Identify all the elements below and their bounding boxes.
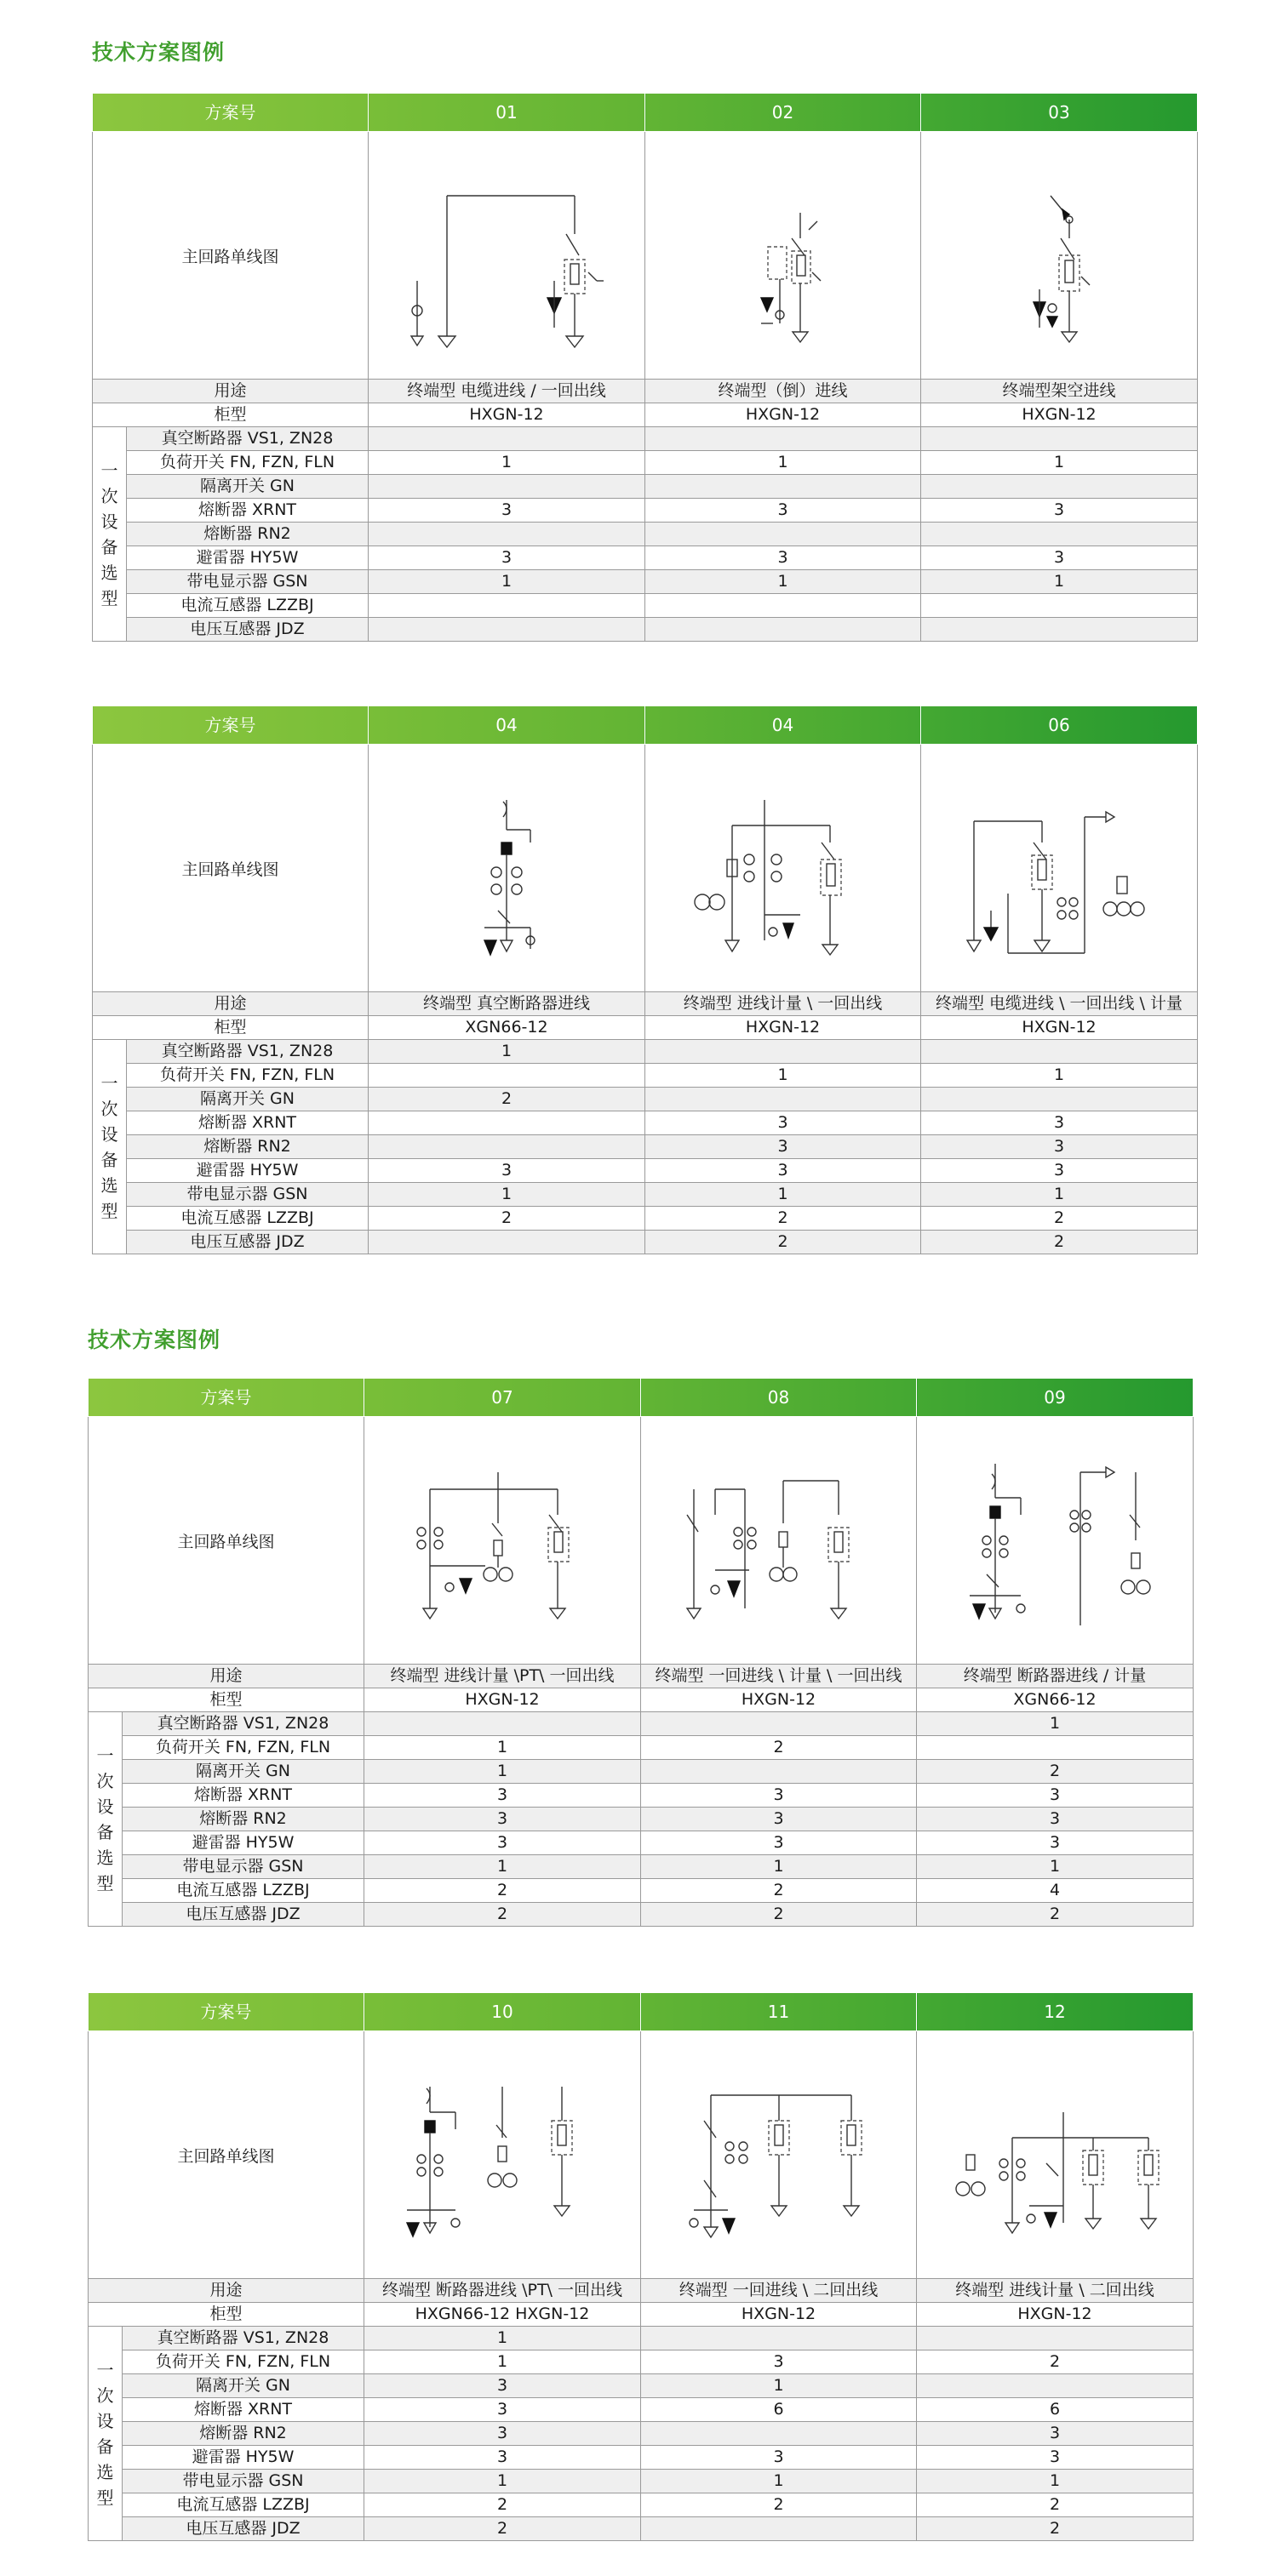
component-name: 负荷开关 FN, FZN, FLN bbox=[123, 1736, 364, 1760]
value-cell bbox=[369, 427, 645, 451]
diagram-row-label: 主回路单线图 bbox=[93, 745, 369, 992]
cabinet-cell: HXGN-12 bbox=[369, 403, 645, 427]
value-cell: 3 bbox=[364, 1784, 641, 1808]
single-line-diagram bbox=[641, 2031, 917, 2279]
cabinet-row-label: 柜型 bbox=[89, 2303, 364, 2327]
value-cell: 2 bbox=[364, 1879, 641, 1903]
side-label: 一 次 设 备 选 型 bbox=[89, 1712, 123, 1927]
scheme-no: 01 bbox=[369, 94, 645, 132]
single-line-diagram bbox=[917, 1417, 1194, 1665]
sld-metering-one-out-icon bbox=[664, 766, 902, 970]
value-cell: 3 bbox=[645, 1135, 921, 1159]
value-cell: 3 bbox=[364, 2398, 641, 2422]
value-cell: 2 bbox=[641, 1903, 917, 1927]
value-cell: 3 bbox=[921, 1111, 1198, 1135]
value-cell bbox=[921, 594, 1198, 618]
value-cell bbox=[921, 475, 1198, 499]
value-cell: 3 bbox=[645, 1111, 921, 1135]
sld-vcb-in-icon bbox=[396, 766, 617, 970]
sld-meter-two-out-icon bbox=[936, 2053, 1174, 2257]
cabinet-row-label: 柜型 bbox=[89, 1688, 364, 1712]
value-cell: 1 bbox=[645, 1183, 921, 1207]
value-cell: 3 bbox=[364, 1831, 641, 1855]
scheme-no: 10 bbox=[364, 1993, 641, 2031]
value-cell bbox=[645, 618, 921, 642]
component-name: 电压互感器 JDZ bbox=[123, 1903, 364, 1927]
sld-cb-in-meter-icon bbox=[936, 1438, 1174, 1642]
usage-cell: 终端型 断路器进线 \PT\ 一回出线 bbox=[364, 2279, 641, 2303]
single-line-diagram bbox=[364, 2031, 641, 2279]
value-cell bbox=[364, 1712, 641, 1736]
value-cell: 2 bbox=[364, 2493, 641, 2517]
value-cell: 3 bbox=[364, 2422, 641, 2446]
value-cell bbox=[369, 523, 645, 546]
value-cell: 1 bbox=[645, 451, 921, 475]
component-name: 熔断器 XRNT bbox=[127, 499, 369, 523]
usage-cell: 终端型 真空断路器进线 bbox=[369, 992, 645, 1016]
component-name: 隔离开关 GN bbox=[127, 475, 369, 499]
scheme-no: 03 bbox=[921, 94, 1198, 132]
usage-cell: 终端型 进线计量 \ 一回出线 bbox=[645, 992, 921, 1016]
value-cell: 1 bbox=[921, 1183, 1198, 1207]
value-cell: 3 bbox=[641, 1784, 917, 1808]
value-cell: 1 bbox=[921, 451, 1198, 475]
value-cell: 1 bbox=[364, 2327, 641, 2350]
value-cell: 1 bbox=[645, 570, 921, 594]
sld-meter-pt-out-icon bbox=[383, 1438, 621, 1642]
component-name: 负荷开关 FN, FZN, FLN bbox=[123, 2350, 364, 2374]
scheme-no: 12 bbox=[917, 1993, 1194, 2031]
value-cell: 2 bbox=[641, 1736, 917, 1760]
value-cell bbox=[641, 2517, 917, 2541]
value-cell: 4 bbox=[917, 1879, 1194, 1903]
single-line-diagram bbox=[645, 745, 921, 992]
value-cell: 1 bbox=[364, 2350, 641, 2374]
component-name: 电流互感器 LZZBJ bbox=[123, 2493, 364, 2517]
value-cell bbox=[641, 1760, 917, 1784]
value-cell: 2 bbox=[364, 2517, 641, 2541]
value-cell: 3 bbox=[917, 1784, 1194, 1808]
side-label: 一 次 设 备 选 型 bbox=[93, 427, 127, 642]
component-name: 隔离开关 GN bbox=[123, 2374, 364, 2398]
component-name: 熔断器 RN2 bbox=[123, 2422, 364, 2446]
sld-cable-out-meter-icon bbox=[940, 766, 1178, 970]
component-name: 熔断器 RN2 bbox=[123, 1808, 364, 1831]
value-cell: 2 bbox=[917, 2517, 1194, 2541]
value-cell: 1 bbox=[369, 451, 645, 475]
value-cell: 2 bbox=[369, 1207, 645, 1231]
value-cell bbox=[645, 1088, 921, 1111]
component-name: 避雷器 HY5W bbox=[123, 1831, 364, 1855]
sld-in-meter-out-icon bbox=[660, 1438, 898, 1642]
cabinet-cell: HXGN66-12 HXGN-12 bbox=[364, 2303, 641, 2327]
value-cell: 2 bbox=[645, 1207, 921, 1231]
scheme-no-header: 方案号 bbox=[93, 706, 369, 745]
value-cell bbox=[369, 618, 645, 642]
component-name: 隔离开关 GN bbox=[123, 1760, 364, 1784]
scheme-no: 11 bbox=[641, 1993, 917, 2031]
scheme-no-header: 方案号 bbox=[89, 1993, 364, 2031]
value-cell: 1 bbox=[369, 1040, 645, 1064]
value-cell: 1 bbox=[364, 1760, 641, 1784]
value-cell: 3 bbox=[369, 546, 645, 570]
value-cell: 1 bbox=[917, 1855, 1194, 1879]
value-cell: 2 bbox=[364, 1903, 641, 1927]
value-cell: 2 bbox=[645, 1231, 921, 1254]
value-cell: 3 bbox=[917, 1831, 1194, 1855]
diagram-row-label: 主回路单线图 bbox=[93, 132, 369, 380]
component-name: 真空断路器 VS1, ZN28 bbox=[127, 1040, 369, 1064]
scheme-no: 04 bbox=[369, 706, 645, 745]
section-title: 技术方案图例 bbox=[88, 1328, 221, 1352]
value-cell bbox=[641, 2327, 917, 2350]
value-cell: 3 bbox=[921, 546, 1198, 570]
usage-row-label: 用途 bbox=[89, 2279, 364, 2303]
value-cell: 1 bbox=[641, 2374, 917, 2398]
component-name: 真空断路器 VS1, ZN28 bbox=[127, 427, 369, 451]
usage-cell: 终端型架空进线 bbox=[921, 380, 1198, 403]
value-cell: 3 bbox=[641, 1808, 917, 1831]
value-cell: 3 bbox=[917, 1808, 1194, 1831]
component-name: 避雷器 HY5W bbox=[127, 546, 369, 570]
value-cell bbox=[645, 523, 921, 546]
value-cell bbox=[921, 427, 1198, 451]
value-cell: 2 bbox=[917, 1760, 1194, 1784]
cabinet-cell: XGN66-12 bbox=[369, 1016, 645, 1040]
component-name: 真空断路器 VS1, ZN28 bbox=[123, 1712, 364, 1736]
cabinet-cell: HXGN-12 bbox=[921, 403, 1198, 427]
scheme-table-3 bbox=[88, 1379, 1194, 1927]
usage-cell: 终端型 一回进线 \ 二回出线 bbox=[641, 2279, 917, 2303]
cabinet-cell: HXGN-12 bbox=[364, 1688, 641, 1712]
scheme-no: 04 bbox=[645, 706, 921, 745]
value-cell: 3 bbox=[369, 1159, 645, 1183]
component-name: 带电显示器 GSN bbox=[127, 570, 369, 594]
value-cell bbox=[369, 1135, 645, 1159]
value-cell: 2 bbox=[641, 2493, 917, 2517]
cabinet-cell: HXGN-12 bbox=[645, 1016, 921, 1040]
component-name: 带电显示器 GSN bbox=[127, 1183, 369, 1207]
single-line-diagram bbox=[364, 1417, 641, 1665]
sld-reverse-in-icon bbox=[673, 153, 894, 357]
component-name: 避雷器 HY5W bbox=[127, 1159, 369, 1183]
value-cell: 3 bbox=[645, 1159, 921, 1183]
scheme-table-2 bbox=[92, 706, 1198, 1254]
scheme-table-4 bbox=[88, 1993, 1194, 2541]
value-cell bbox=[921, 618, 1198, 642]
value-cell bbox=[921, 523, 1198, 546]
value-cell bbox=[369, 594, 645, 618]
usage-cell: 终端型 进线计量 \ 二回出线 bbox=[917, 2279, 1194, 2303]
value-cell: 3 bbox=[364, 1808, 641, 1831]
value-cell bbox=[921, 1040, 1198, 1064]
value-cell: 3 bbox=[364, 2374, 641, 2398]
component-name: 隔离开关 GN bbox=[127, 1088, 369, 1111]
sld-one-in-two-out-icon bbox=[660, 2053, 898, 2257]
side-label: 一 次 设 备 选 型 bbox=[93, 1040, 127, 1254]
cabinet-cell: HXGN-12 bbox=[641, 1688, 917, 1712]
value-cell: 2 bbox=[921, 1207, 1198, 1231]
value-cell: 2 bbox=[641, 1879, 917, 1903]
component-name: 电压互感器 JDZ bbox=[127, 618, 369, 642]
value-cell: 2 bbox=[369, 1088, 645, 1111]
component-name: 熔断器 RN2 bbox=[127, 523, 369, 546]
usage-cell: 终端型 一回进线 \ 计量 \ 一回出线 bbox=[641, 1665, 917, 1688]
value-cell bbox=[917, 2374, 1194, 2398]
value-cell: 1 bbox=[641, 2470, 917, 2493]
value-cell bbox=[917, 2327, 1194, 2350]
sld-cb-pt-out-icon bbox=[383, 2053, 621, 2257]
single-line-diagram bbox=[645, 132, 921, 380]
value-cell: 1 bbox=[364, 2470, 641, 2493]
component-name: 带电显示器 GSN bbox=[123, 1855, 364, 1879]
usage-cell: 终端型 电缆进线 / 一回出线 bbox=[369, 380, 645, 403]
scheme-no: 08 bbox=[641, 1379, 917, 1417]
value-cell: 1 bbox=[369, 570, 645, 594]
component-name: 电流互感器 LZZBJ bbox=[127, 594, 369, 618]
value-cell bbox=[641, 1712, 917, 1736]
sld-overhead-in-icon bbox=[948, 153, 1170, 357]
value-cell: 3 bbox=[641, 2350, 917, 2374]
component-name: 负荷开关 FN, FZN, FLN bbox=[127, 1064, 369, 1088]
single-line-diagram bbox=[641, 1417, 917, 1665]
cabinet-cell: HXGN-12 bbox=[641, 2303, 917, 2327]
value-cell: 3 bbox=[364, 2446, 641, 2470]
value-cell: 6 bbox=[917, 2398, 1194, 2422]
value-cell: 1 bbox=[364, 1855, 641, 1879]
component-name: 熔断器 XRNT bbox=[123, 2398, 364, 2422]
usage-cell: 终端型 断路器进线 / 计量 bbox=[917, 1665, 1194, 1688]
cabinet-cell: HXGN-12 bbox=[921, 1016, 1198, 1040]
usage-row-label: 用途 bbox=[93, 992, 369, 1016]
section-title: 技术方案图例 bbox=[92, 40, 226, 65]
value-cell bbox=[369, 1111, 645, 1135]
value-cell: 3 bbox=[641, 1831, 917, 1855]
value-cell: 1 bbox=[641, 1855, 917, 1879]
component-name: 电流互感器 LZZBJ bbox=[123, 1879, 364, 1903]
value-cell bbox=[645, 1040, 921, 1064]
usage-cell: 终端型 电缆进线 \ 一回出线 \ 计量 bbox=[921, 992, 1198, 1016]
value-cell: 3 bbox=[917, 2422, 1194, 2446]
diagram-row-label: 主回路单线图 bbox=[89, 1417, 364, 1665]
component-name: 熔断器 RN2 bbox=[127, 1135, 369, 1159]
value-cell: 3 bbox=[921, 499, 1198, 523]
value-cell: 6 bbox=[641, 2398, 917, 2422]
value-cell bbox=[645, 427, 921, 451]
scheme-no: 09 bbox=[917, 1379, 1194, 1417]
value-cell: 2 bbox=[921, 1231, 1198, 1254]
value-cell: 3 bbox=[645, 499, 921, 523]
cabinet-cell: XGN66-12 bbox=[917, 1688, 1194, 1712]
component-name: 带电显示器 GSN bbox=[123, 2470, 364, 2493]
value-cell: 3 bbox=[369, 499, 645, 523]
diagram-row-label: 主回路单线图 bbox=[89, 2031, 364, 2279]
scheme-no: 06 bbox=[921, 706, 1198, 745]
component-name: 负荷开关 FN, FZN, FLN bbox=[127, 451, 369, 475]
value-cell: 3 bbox=[921, 1159, 1198, 1183]
scheme-no: 02 bbox=[645, 94, 921, 132]
value-cell bbox=[921, 1088, 1198, 1111]
value-cell: 2 bbox=[917, 2493, 1194, 2517]
value-cell: 2 bbox=[917, 2350, 1194, 2374]
value-cell bbox=[645, 594, 921, 618]
component-name: 电流互感器 LZZBJ bbox=[127, 1207, 369, 1231]
value-cell: 2 bbox=[917, 1903, 1194, 1927]
component-name: 电压互感器 JDZ bbox=[123, 2517, 364, 2541]
component-name: 熔断器 XRNT bbox=[127, 1111, 369, 1135]
scheme-no: 07 bbox=[364, 1379, 641, 1417]
value-cell: 3 bbox=[641, 2446, 917, 2470]
scheme-no-header: 方案号 bbox=[89, 1379, 364, 1417]
value-cell: 1 bbox=[917, 2470, 1194, 2493]
value-cell bbox=[641, 2422, 917, 2446]
component-name: 真空断路器 VS1, ZN28 bbox=[123, 2327, 364, 2350]
single-line-diagram bbox=[369, 745, 645, 992]
value-cell: 3 bbox=[917, 2446, 1194, 2470]
usage-cell: 终端型（倒）进线 bbox=[645, 380, 921, 403]
sld-cable-in-one-out-icon bbox=[396, 153, 617, 357]
component-name: 电压互感器 JDZ bbox=[127, 1231, 369, 1254]
scheme-table-1 bbox=[92, 94, 1198, 642]
value-cell bbox=[369, 1064, 645, 1088]
cabinet-row-label: 柜型 bbox=[93, 1016, 369, 1040]
value-cell: 1 bbox=[917, 1712, 1194, 1736]
value-cell: 1 bbox=[364, 1736, 641, 1760]
cabinet-cell: HXGN-12 bbox=[917, 2303, 1194, 2327]
value-cell: 1 bbox=[369, 1183, 645, 1207]
value-cell: 1 bbox=[645, 1064, 921, 1088]
component-name: 避雷器 HY5W bbox=[123, 2446, 364, 2470]
cabinet-row-label: 柜型 bbox=[93, 403, 369, 427]
value-cell bbox=[369, 475, 645, 499]
single-line-diagram bbox=[921, 745, 1198, 992]
value-cell: 3 bbox=[645, 546, 921, 570]
single-line-diagram bbox=[369, 132, 645, 380]
value-cell: 3 bbox=[921, 1135, 1198, 1159]
value-cell: 1 bbox=[921, 570, 1198, 594]
value-cell bbox=[369, 1231, 645, 1254]
value-cell bbox=[917, 1736, 1194, 1760]
usage-row-label: 用途 bbox=[93, 380, 369, 403]
usage-row-label: 用途 bbox=[89, 1665, 364, 1688]
scheme-no-header: 方案号 bbox=[93, 94, 369, 132]
value-cell: 1 bbox=[921, 1064, 1198, 1088]
usage-cell: 终端型 进线计量 \PT\ 一回出线 bbox=[364, 1665, 641, 1688]
value-cell bbox=[645, 475, 921, 499]
cabinet-cell: HXGN-12 bbox=[645, 403, 921, 427]
single-line-diagram bbox=[921, 132, 1198, 380]
side-label: 一 次 设 备 选 型 bbox=[89, 2327, 123, 2541]
component-name: 熔断器 XRNT bbox=[123, 1784, 364, 1808]
single-line-diagram bbox=[917, 2031, 1194, 2279]
